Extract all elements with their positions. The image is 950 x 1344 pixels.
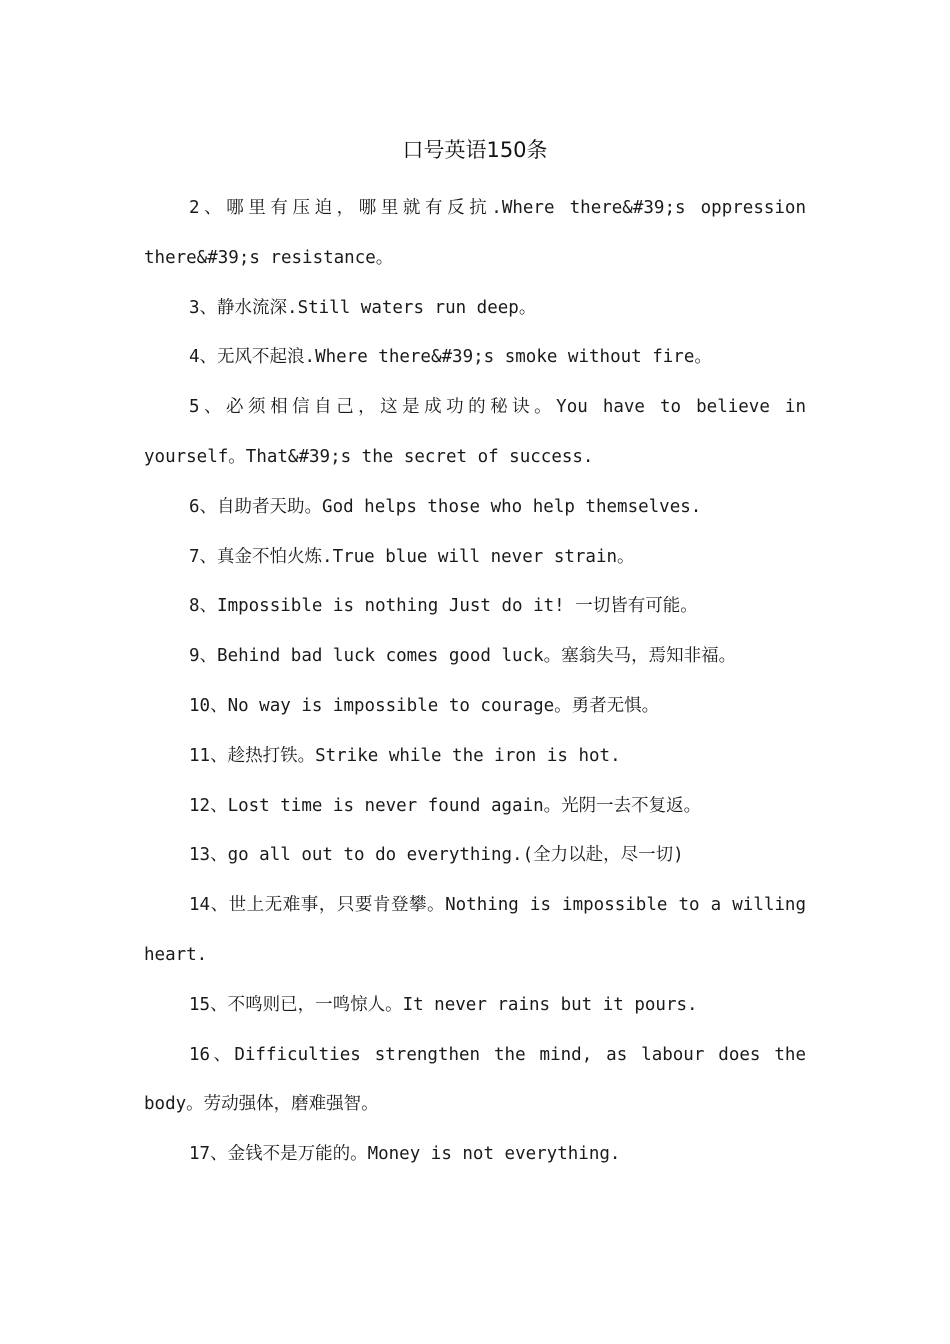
document-title: 口号英语150条 bbox=[402, 138, 548, 162]
list-item: 3、静水流深.Still waters run deep。 bbox=[189, 297, 537, 318]
list-item: 15、不鸣则已，一鸣惊人。It never rains but it pours. bbox=[189, 994, 698, 1015]
list-item: 17、金钱不是万能的。Money is not everything. bbox=[189, 1144, 621, 1165]
list-item: 10、No way is impossible to courage。勇者无惧。 bbox=[189, 695, 660, 716]
list-item: 6、自助者天助。God helps those who help themselves. bbox=[189, 496, 702, 517]
list-item: 11、趁热打铁。Strike while the iron is hot. bbox=[189, 745, 621, 766]
list-item: 7、真金不怕火炼.True blue will never strain。 bbox=[189, 546, 635, 567]
list-item: 8、Impossible is nothing Just do it! 一切皆有可能。 bbox=[189, 596, 698, 617]
list-item: 14、世上无难事，只要肯登攀。Nothing is impossible to a willing heart. bbox=[144, 895, 806, 965]
list-item: 13、go all out to do everything.(全力以赴，尽一切) bbox=[189, 845, 684, 866]
list-item: 4、无风不起浪.Where there&#39;s smoke without fire。 bbox=[189, 347, 712, 368]
list-item: 9、Behind bad luck comes good luck。塞翁失马，焉知非福。 bbox=[189, 646, 737, 667]
list-item: 5、必须相信自己，这是成功的秘诀。You have to believe in yourself。That&#39;s the secret of success. bbox=[144, 397, 806, 467]
list-item: 2、哪里有压迫，哪里就有反抗.Where there&#39;s oppression there&#39;s resistance。 bbox=[144, 198, 806, 268]
list-item: 16、Difficulties strengthen the mind, as labour does the body。劳动强体，磨难强智。 bbox=[144, 1044, 806, 1115]
list-item: 12、Lost time is never found again。光阴一去不复返。 bbox=[189, 795, 702, 816]
document-body bbox=[144, 184, 806, 1180]
